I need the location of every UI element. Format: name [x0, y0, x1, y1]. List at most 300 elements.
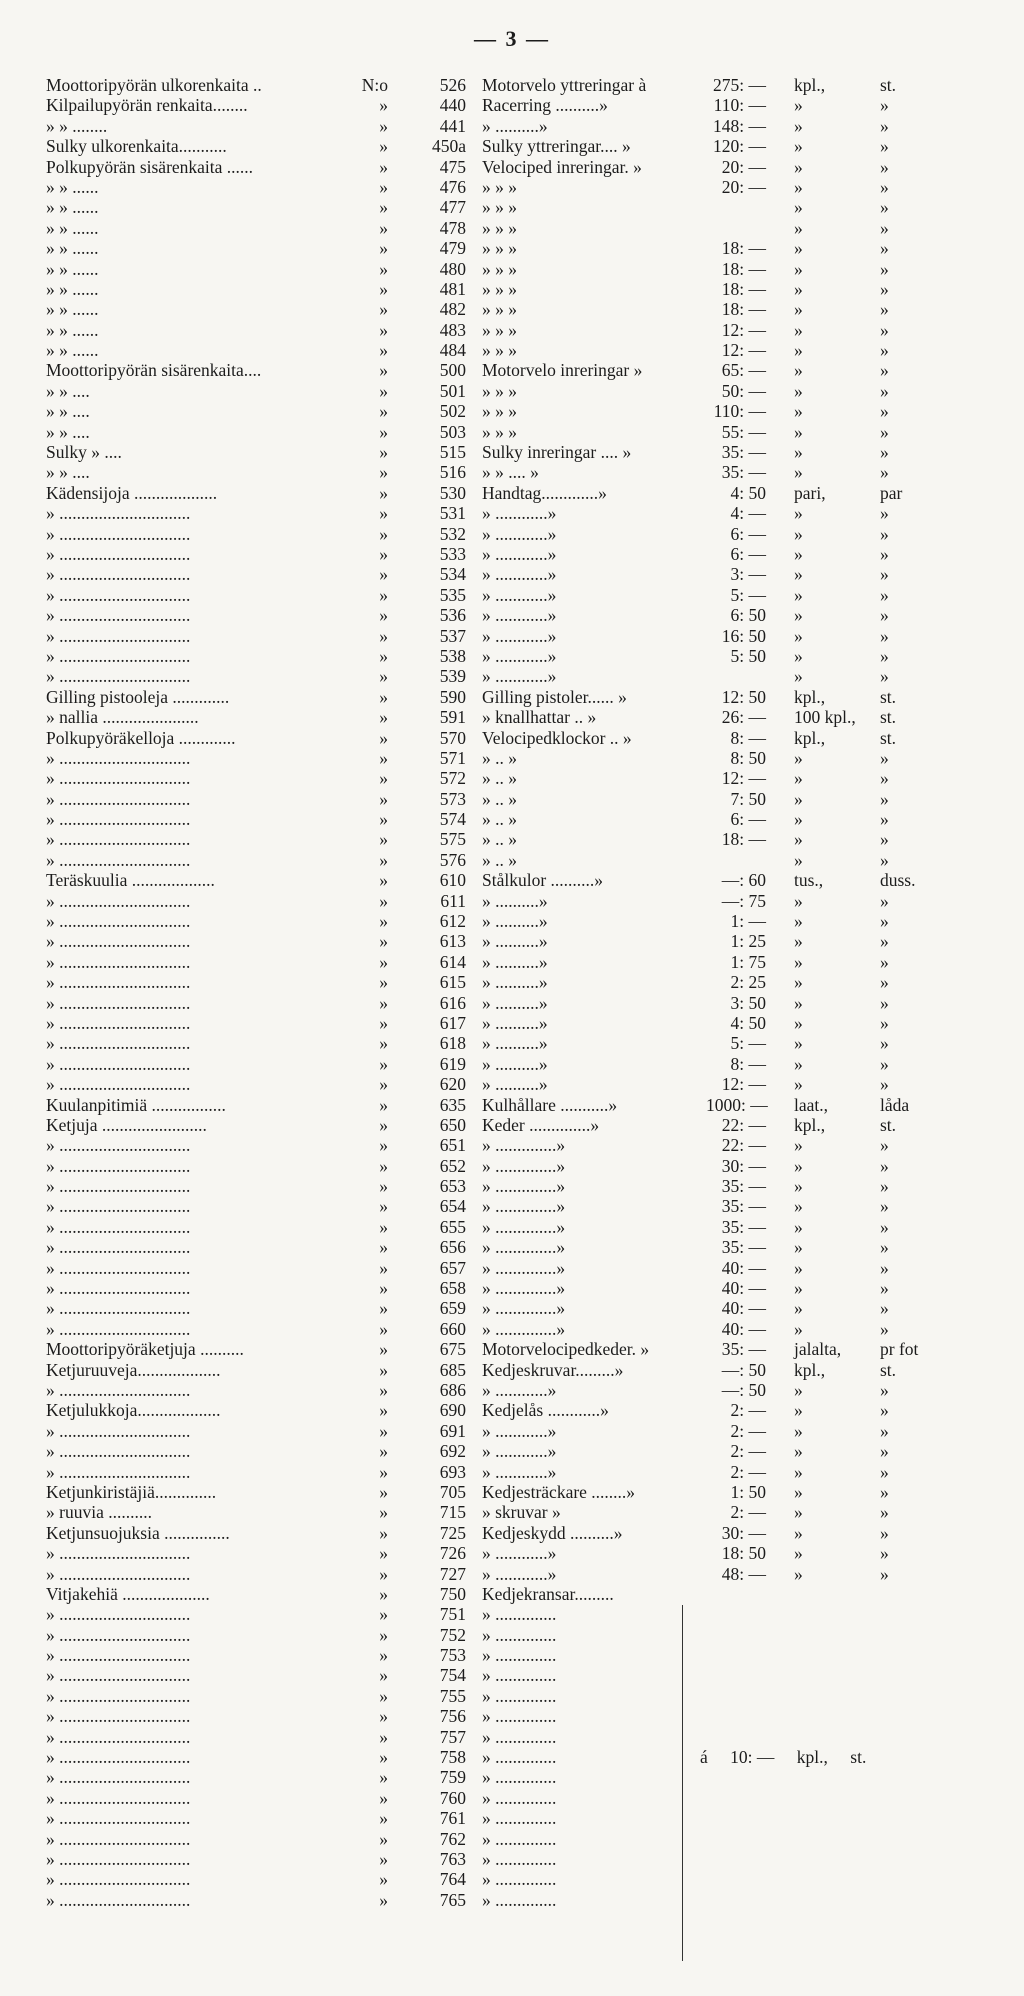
number-prefix: »: [379, 299, 388, 320]
unit-swedish: »: [880, 258, 889, 279]
unit-finnish: »: [794, 1033, 803, 1054]
item-number: 539: [439, 666, 466, 687]
unit-swedish: »: [880, 1257, 889, 1278]
unit-finnish: »: [794, 401, 803, 422]
unit-finnish: »: [794, 360, 803, 381]
unit-swedish: »: [880, 768, 889, 789]
item-number: 726: [439, 1543, 466, 1564]
swedish-item: » ..........»: [482, 1033, 548, 1054]
unit-finnish: »: [794, 543, 803, 564]
price-row: [0, 687, 1024, 707]
number-prefix: »: [379, 1706, 388, 1727]
number-prefix: »: [379, 1543, 388, 1564]
page-number: — 3 —: [474, 26, 550, 51]
finnish-item: » ..............................: [46, 768, 191, 789]
swedish-item: » ..............»: [482, 1176, 566, 1197]
swedish-item: » ............»: [482, 666, 557, 687]
price-row: [0, 1829, 1024, 1849]
item-number: 691: [439, 1420, 466, 1441]
unit-swedish: »: [880, 890, 889, 911]
swedish-item: » ............»: [482, 1461, 557, 1482]
price-row: [0, 1319, 1024, 1339]
number-prefix: »: [379, 951, 388, 972]
unit-finnish: »: [794, 788, 803, 809]
price-row: [0, 1339, 1024, 1359]
finnish-item: » ..............................: [46, 1278, 191, 1299]
item-number: 571: [439, 747, 466, 768]
finnish-item: » ..............................: [46, 1604, 191, 1625]
price-row: [0, 789, 1024, 809]
finnish-item: » » ......: [46, 197, 99, 218]
group-price-note: [700, 1747, 884, 1768]
finnish-item: » ..............................: [46, 1543, 191, 1564]
price-row: [0, 1380, 1024, 1400]
finnish-item: » ..............................: [46, 1461, 191, 1482]
finnish-item: » ..............................: [46, 1869, 191, 1890]
unit-swedish: »: [880, 1461, 889, 1482]
unit-swedish: »: [880, 299, 889, 320]
number-prefix: »: [379, 1522, 388, 1543]
item-number: 576: [439, 849, 466, 870]
unit-swedish: »: [880, 625, 889, 646]
finnish-item: » ..............................: [46, 666, 191, 687]
price-row: [0, 544, 1024, 564]
price: 110: —: [713, 401, 766, 422]
item-number: 653: [439, 1176, 466, 1197]
swedish-item: » » »: [482, 340, 517, 361]
unit-finnish: »: [794, 1522, 803, 1543]
finnish-item: » ..............................: [46, 1889, 191, 1910]
price: 2: —: [730, 1420, 766, 1441]
price: 1: 25: [730, 931, 766, 952]
unit-finnish: kpl.,: [794, 686, 826, 707]
number-prefix: »: [379, 1359, 388, 1380]
price-row: [0, 1604, 1024, 1624]
item-number: 574: [439, 809, 466, 830]
finnish-item: Sulky ulkorenkaita...........: [46, 136, 227, 157]
price: 7: 50: [730, 788, 766, 809]
unit-finnish: »: [794, 1318, 803, 1339]
number-prefix: »: [379, 809, 388, 830]
price-row: [0, 911, 1024, 931]
finnish-item: » ..............................: [46, 890, 191, 911]
unit-finnish: »: [794, 992, 803, 1013]
number-prefix: »: [379, 727, 388, 748]
unit-swedish: »: [880, 115, 889, 136]
unit-finnish: »: [794, 1400, 803, 1421]
item-number: 755: [439, 1685, 466, 1706]
price-row: [0, 1462, 1024, 1482]
item-number: 752: [439, 1624, 466, 1645]
item-number: 516: [439, 462, 466, 483]
finnish-item: Kuulanpitimiä .................: [46, 1094, 226, 1115]
number-prefix: »: [379, 666, 388, 687]
finnish-item: » » ......: [46, 176, 99, 197]
price-row: [0, 340, 1024, 360]
price-row: [0, 218, 1024, 238]
swedish-item: » ............»: [482, 564, 557, 585]
price-row: [0, 605, 1024, 625]
price-row: [0, 1584, 1024, 1604]
price: 110: —: [713, 95, 766, 116]
number-prefix: »: [379, 1216, 388, 1237]
price-row: [0, 870, 1024, 890]
price: —: 75: [721, 890, 766, 911]
item-number: 531: [439, 503, 466, 524]
swedish-item: » .. »: [482, 747, 517, 768]
finnish-item: » ..............................: [46, 809, 191, 830]
finnish-item: » ..............................: [46, 1380, 191, 1400]
number-prefix: »: [379, 380, 388, 401]
swedish-item: Sulky inreringar .... »: [482, 442, 632, 463]
price-row: [0, 1869, 1024, 1889]
item-number: 610: [439, 870, 466, 891]
number-prefix: »: [379, 462, 388, 483]
price-row: [0, 1625, 1024, 1645]
item-number: 515: [439, 442, 466, 463]
item-number: 690: [439, 1400, 466, 1421]
finnish-item: » ..............................: [46, 992, 191, 1013]
unit-finnish: »: [794, 1176, 803, 1197]
price: 18: —: [721, 829, 766, 850]
unit-swedish: »: [880, 462, 889, 483]
price: 1: —: [730, 911, 766, 932]
price: 2: —: [730, 1502, 766, 1523]
price-row: [0, 483, 1024, 503]
number-prefix: »: [379, 1237, 388, 1258]
number-prefix: »: [379, 584, 388, 605]
item-number: 654: [439, 1196, 466, 1217]
price-row: [0, 564, 1024, 584]
swedish-item: » ..............»: [482, 1135, 566, 1156]
number-prefix: »: [379, 1869, 388, 1890]
swedish-item: » ..............»: [482, 1257, 566, 1278]
finnish-item: Ketjuja ........................: [46, 1114, 207, 1135]
unit-finnish: »: [794, 1257, 803, 1278]
price: 18: —: [721, 258, 766, 279]
swedish-item: » » »: [482, 421, 517, 442]
unit-finnish: »: [794, 1216, 803, 1237]
price-row: [0, 626, 1024, 646]
swedish-item: » ..........»: [482, 1053, 548, 1074]
number-prefix: »: [379, 523, 388, 544]
swedish-item: Motorvelocipedkeder. »: [482, 1339, 650, 1360]
item-number: 573: [439, 788, 466, 809]
unit-finnish: »: [794, 1441, 803, 1462]
unit-swedish: »: [880, 1318, 889, 1339]
price-row: [0, 1360, 1024, 1380]
price: 2: —: [730, 1400, 766, 1421]
swedish-item: Velocipedklockor .. »: [482, 727, 632, 748]
finnish-item: » ..............................: [46, 1685, 191, 1706]
finnish-item: Vitjakehiä ....................: [46, 1583, 210, 1604]
price: 35: —: [721, 1339, 766, 1360]
unit-swedish: st.: [880, 727, 897, 748]
finnish-item: » ..............................: [46, 645, 191, 666]
unit-swedish: »: [880, 1563, 889, 1584]
swedish-item: Kedjeskydd ..........»: [482, 1522, 623, 1543]
price-row: [0, 238, 1024, 258]
price-row: [0, 1706, 1024, 1726]
number-prefix: »: [379, 319, 388, 340]
finnish-item: » ..............................: [46, 972, 191, 993]
swedish-item: » » »: [482, 258, 517, 279]
number-prefix: »: [379, 972, 388, 993]
unit-swedish: »: [880, 1216, 889, 1237]
price: 40: —: [721, 1298, 766, 1319]
unit-swedish: »: [880, 1278, 889, 1299]
swedish-item: » ..............: [482, 1889, 557, 1910]
unit-swedish: »: [880, 992, 889, 1013]
price-list: [0, 75, 1024, 1910]
finnish-item: » » ......: [46, 278, 99, 299]
item-number: 611: [440, 890, 466, 911]
number-prefix: »: [379, 1094, 388, 1115]
number-prefix: »: [379, 1726, 388, 1747]
price-row: [0, 116, 1024, 136]
finnish-item: » ..............................: [46, 1767, 191, 1788]
item-number: 482: [439, 299, 466, 320]
price: 30: —: [721, 1522, 766, 1543]
unit-finnish: kpl.,: [794, 1114, 826, 1135]
price: 4: 50: [730, 482, 766, 503]
finnish-item: » ..............................: [46, 1645, 191, 1666]
finnish-item: » ..............................: [46, 1318, 191, 1339]
price-row: [0, 748, 1024, 768]
swedish-item: » » »: [482, 197, 517, 218]
swedish-item: » ..............: [482, 1685, 557, 1706]
swedish-item: » .. »: [482, 829, 517, 850]
number-prefix: »: [379, 1420, 388, 1441]
unit-swedish: »: [880, 156, 889, 177]
finnish-item: » ..............................: [46, 584, 191, 605]
finnish-item: » ..............................: [46, 931, 191, 952]
unit-finnish: »: [794, 829, 803, 850]
price: 3: —: [730, 564, 766, 585]
item-number: 765: [439, 1889, 466, 1910]
price-row: [0, 279, 1024, 299]
swedish-item: » skruvar »: [482, 1502, 561, 1523]
unit-swedish: »: [880, 401, 889, 422]
item-number: 651: [439, 1135, 466, 1156]
price: 35: —: [721, 1237, 766, 1258]
item-number: 501: [439, 380, 466, 401]
unit-swedish: »: [880, 584, 889, 605]
price-row: [0, 829, 1024, 849]
number-prefix: »: [379, 442, 388, 463]
price: 5: —: [730, 1033, 766, 1054]
price: 35: —: [721, 1176, 766, 1197]
finnish-item: » » ......: [46, 340, 99, 361]
price-row: [0, 728, 1024, 748]
number-prefix: »: [379, 768, 388, 789]
unit-finnish: »: [794, 340, 803, 361]
price-row: [0, 1278, 1024, 1298]
price-row: [0, 891, 1024, 911]
unit-swedish: duss.: [880, 870, 916, 891]
price: 18: —: [721, 278, 766, 299]
unit-swedish: »: [880, 666, 889, 687]
finnish-item: Ketjunsuojuksia ...............: [46, 1522, 230, 1543]
item-number: 575: [439, 829, 466, 850]
price-row: [0, 1645, 1024, 1665]
finnish-item: Moottoripyöräketjuja ..........: [46, 1339, 244, 1360]
unit-finnish: »: [794, 584, 803, 605]
swedish-item: » ............»: [482, 1543, 557, 1564]
unit-finnish: »: [794, 645, 803, 666]
item-number: 758: [439, 1747, 466, 1768]
number-prefix: »: [379, 197, 388, 218]
number-prefix: »: [379, 829, 388, 850]
swedish-item: » ............»: [482, 1441, 557, 1462]
price: 6: —: [730, 543, 766, 564]
unit-swedish: »: [880, 136, 889, 157]
price: 35: —: [721, 1216, 766, 1237]
item-number: 526: [439, 75, 466, 95]
number-prefix: »: [379, 625, 388, 646]
item-number: 500: [439, 360, 466, 381]
unit-finnish: »: [794, 1012, 803, 1033]
unit-swedish: »: [880, 1196, 889, 1217]
price-row: [0, 381, 1024, 401]
swedish-item: » .. »: [482, 809, 517, 830]
item-number: 753: [439, 1645, 466, 1666]
price-row: [0, 95, 1024, 115]
unit-swedish: »: [880, 911, 889, 932]
unit-finnish: »: [794, 523, 803, 544]
price-row: [0, 1135, 1024, 1155]
unit-finnish: »: [794, 1155, 803, 1176]
unit-finnish: »: [794, 605, 803, 626]
finnish-item: » ..............................: [46, 1012, 191, 1033]
group-price-value: 10: —: [730, 1747, 775, 1767]
unit-finnish: »: [794, 217, 803, 238]
item-number: 484: [439, 340, 466, 361]
finnish-item: » ..............................: [46, 747, 191, 768]
unit-swedish: st.: [880, 75, 897, 95]
unit-swedish: »: [880, 1420, 889, 1441]
unit-swedish: »: [880, 319, 889, 340]
swedish-item: » ..............: [482, 1747, 557, 1768]
swedish-item: » ..............: [482, 1787, 557, 1808]
swedish-item: » ..........»: [482, 1074, 548, 1095]
finnish-item: » ..............................: [46, 1828, 191, 1849]
price: 1: 50: [730, 1481, 766, 1502]
swedish-item: » ..............: [482, 1665, 557, 1686]
price: 148: —: [713, 115, 766, 136]
unit-swedish: »: [880, 543, 889, 564]
swedish-item: » » .... »: [482, 462, 539, 483]
unit-swedish: låda: [880, 1094, 910, 1115]
finnish-item: » ..............................: [46, 1441, 191, 1462]
price-row: [0, 1217, 1024, 1237]
unit-swedish: »: [880, 360, 889, 381]
swedish-item: » ............»: [482, 523, 557, 544]
price-row: [0, 1849, 1024, 1869]
price-row: [0, 1095, 1024, 1115]
item-number: 692: [439, 1441, 466, 1462]
price-row: [0, 1890, 1024, 1910]
price: 12: 50: [721, 686, 766, 707]
unit-swedish: »: [880, 1155, 889, 1176]
item-number: 502: [439, 401, 466, 422]
item-number: 475: [439, 156, 466, 177]
unit-swedish: »: [880, 278, 889, 299]
price: 12: —: [721, 1074, 766, 1095]
unit-swedish: »: [880, 176, 889, 197]
item-number: 685: [439, 1359, 466, 1380]
item-number: 635: [439, 1094, 466, 1115]
price-row: [0, 442, 1024, 462]
unit-swedish: »: [880, 217, 889, 238]
swedish-item: » ............»: [482, 543, 557, 564]
item-number: 503: [439, 421, 466, 442]
price: 275: —: [713, 75, 766, 95]
swedish-item: » » »: [482, 380, 517, 401]
item-number: 686: [439, 1380, 466, 1400]
unit-finnish: »: [794, 1481, 803, 1502]
item-number: 761: [439, 1808, 466, 1829]
price-row: [0, 1502, 1024, 1522]
unit-finnish: »: [794, 258, 803, 279]
number-prefix: »: [379, 1481, 388, 1502]
price-row: [0, 1686, 1024, 1706]
number-prefix: »: [379, 1339, 388, 1360]
number-prefix: »: [379, 1176, 388, 1197]
price: 55: —: [721, 421, 766, 442]
price-row: [0, 1298, 1024, 1318]
item-number: 536: [439, 605, 466, 626]
price: 50: —: [721, 380, 766, 401]
price: 3: 50: [730, 992, 766, 1013]
price-row: [0, 157, 1024, 177]
swedish-item: » » »: [482, 401, 517, 422]
price-row: [0, 1156, 1024, 1176]
unit-swedish: »: [880, 829, 889, 850]
unit-finnish: »: [794, 278, 803, 299]
unit-swedish: »: [880, 503, 889, 524]
unit-swedish: »: [880, 931, 889, 952]
finnish-item: Ketjunkiristäjiä..............: [46, 1481, 217, 1502]
price-row: [0, 646, 1024, 666]
swedish-item: » ..............»: [482, 1216, 566, 1237]
finnish-item: » ..............................: [46, 1787, 191, 1808]
unit-swedish: »: [880, 564, 889, 585]
item-number: 483: [439, 319, 466, 340]
number-prefix: »: [379, 1563, 388, 1584]
item-number: 760: [439, 1787, 466, 1808]
number-prefix: »: [379, 1787, 388, 1808]
finnish-item: Polkupyöräkelloja .............: [46, 727, 236, 748]
price-row: [0, 952, 1024, 972]
price: 20: —: [721, 176, 766, 197]
number-prefix: »: [379, 1604, 388, 1625]
price: 22: —: [721, 1135, 766, 1156]
number-prefix: »: [379, 1114, 388, 1135]
number-prefix: »: [379, 1441, 388, 1462]
price: 22: —: [721, 1114, 766, 1135]
item-number: 658: [439, 1278, 466, 1299]
group-price-unit: kpl.,: [796, 1747, 828, 1767]
unit-finnish: tus.,: [794, 870, 824, 891]
item-number: 675: [439, 1339, 466, 1360]
item-number: 693: [439, 1461, 466, 1482]
unit-swedish: »: [880, 340, 889, 361]
item-number: 725: [439, 1522, 466, 1543]
item-number: 532: [439, 523, 466, 544]
number-prefix: »: [379, 1278, 388, 1299]
finnish-item: » ..............................: [46, 951, 191, 972]
